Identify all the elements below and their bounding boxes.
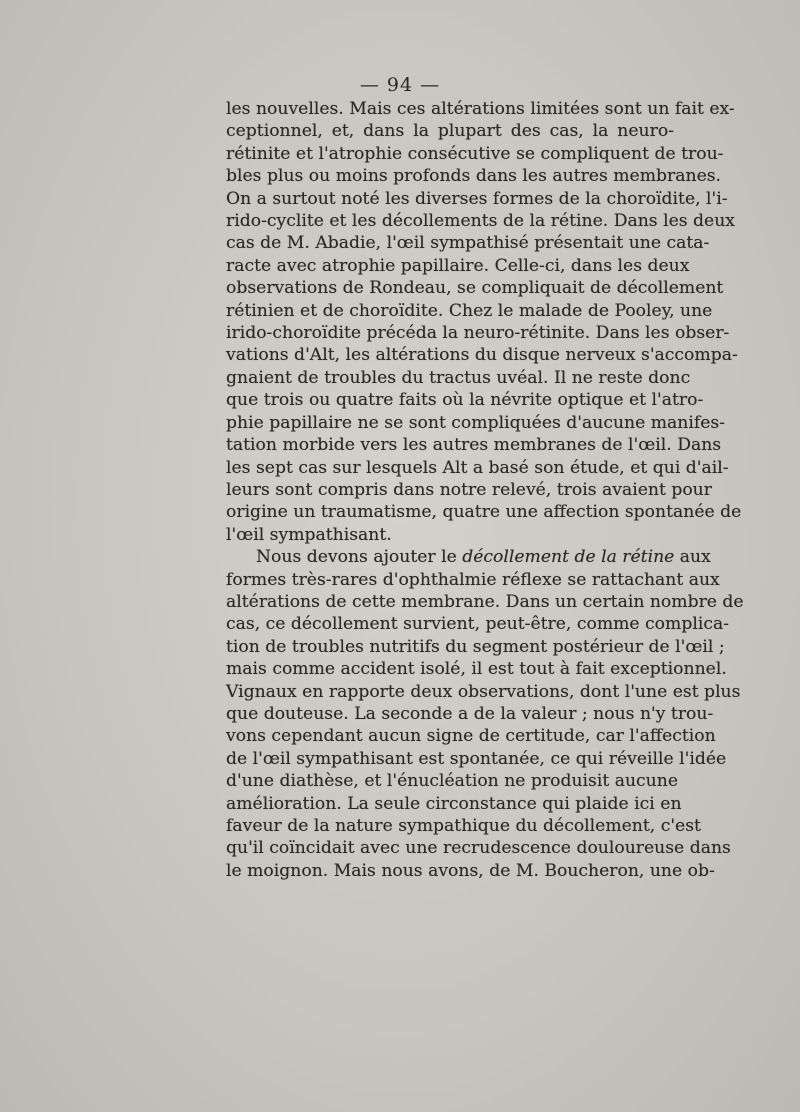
italic-term: décollement de la rétine <box>462 547 675 568</box>
text-line: gnaient de troubles du tractus uvéal. Il ne reste donc <box>226 367 691 388</box>
text-line: les nouvelles. Mais ces altérations limitées sont un fait ex- <box>226 99 735 119</box>
text-line: qu'il coïncidait avec une recrudescence douloureuse dans <box>226 838 731 859</box>
text-line: vations d'Alt, les altérations du disque nerveux s'accompa- <box>226 345 738 366</box>
text-line: tation morbide vers les autres membranes de l'œil. Dans <box>226 435 722 456</box>
text-line: rétinite et l'atrophie consécutive se compliquent de trou- <box>226 143 724 164</box>
text-line: Vignaux en rapporte deux observations, dont l'une est plus <box>226 681 741 702</box>
text-line: leurs sont compris dans notre relevé, trois avaient pour <box>226 479 712 500</box>
text-line: que douteuse. La seconde a de la valeur ; nous n'y trou- <box>226 703 714 724</box>
text-line: rido-cyclite et les décollements de la rétine. Dans les deux <box>226 211 735 232</box>
text-line: cas, ce décollement survient, peut-être, comme complica- <box>226 614 729 635</box>
text-line: cas de M. Abadie, l'œil sympathisé présentait une cata- <box>226 233 710 254</box>
text-line: bles plus ou moins profonds dans les autres membranes. <box>226 166 722 187</box>
text-line: observations de Rondeau, se compliquait de décollement <box>226 278 724 299</box>
text-line: rétinien et de choroïdite. Chez le malade de Pooley, une <box>226 300 713 321</box>
text-line: ceptionnel, et, dans la plupart des cas, la neuro- <box>226 121 674 142</box>
text-line: formes très-rares d'ophthalmie réflexe se rattachant aux <box>226 569 720 590</box>
paragraph-1 <box>226 98 742 546</box>
text-line: racte avec atrophie papillaire. Celle-ci, dans les deux <box>226 255 690 276</box>
text-run: aux <box>674 547 711 568</box>
text-run: Nous devons ajouter le <box>256 547 463 568</box>
text-line: de l'œil sympathisant est spontanée, ce qui réveille l'idée <box>226 748 727 769</box>
text-line: irido-choroïdite précéda la neuro-rétinite. Dans les obser- <box>226 323 730 344</box>
text-line: faveur de la nature sympathique du décollement, c'est <box>226 816 701 836</box>
text-line: l'œil sympathisant. <box>226 524 392 545</box>
text-line: origine un traumatisme, quatre une affection spontanée de <box>226 502 742 523</box>
body-text <box>226 98 744 882</box>
text-line: d'une diathèse, et l'énucléation ne produisit aucune <box>226 771 678 792</box>
page-number: — 94 — <box>359 74 441 96</box>
text-line: tion de troubles nutritifs du segment postérieur de l'œil ; <box>226 636 725 657</box>
paragraph-2 <box>226 546 744 882</box>
text-line: le moignon. Mais nous avons, de M. Boucheron, une ob- <box>226 860 715 881</box>
text-line: phie papillaire ne se sont compliquées d'aucune manifes- <box>226 412 725 433</box>
text-line: mais comme accident isolé, il est tout à fait exceptionnel. <box>226 659 727 680</box>
text-line: altérations de cette membrane. Dans un certain nombre de <box>226 591 744 612</box>
text-line: amélioration. La seule circonstance qui plaide ici en <box>226 793 682 814</box>
text-line <box>226 546 711 568</box>
text-line: On a surtout noté les diverses formes de la choroïdite, l'i- <box>226 188 728 209</box>
paragraph-2-lines <box>226 569 744 883</box>
text-line: vons cependant aucun signe de certitude, car l'affection <box>226 726 716 747</box>
text-line: les sept cas sur lesquels Alt a basé son étude, et qui d'ail- <box>226 457 729 478</box>
text-line: que trois ou quatre faits où la névrite optique et l'atro- <box>226 390 704 411</box>
